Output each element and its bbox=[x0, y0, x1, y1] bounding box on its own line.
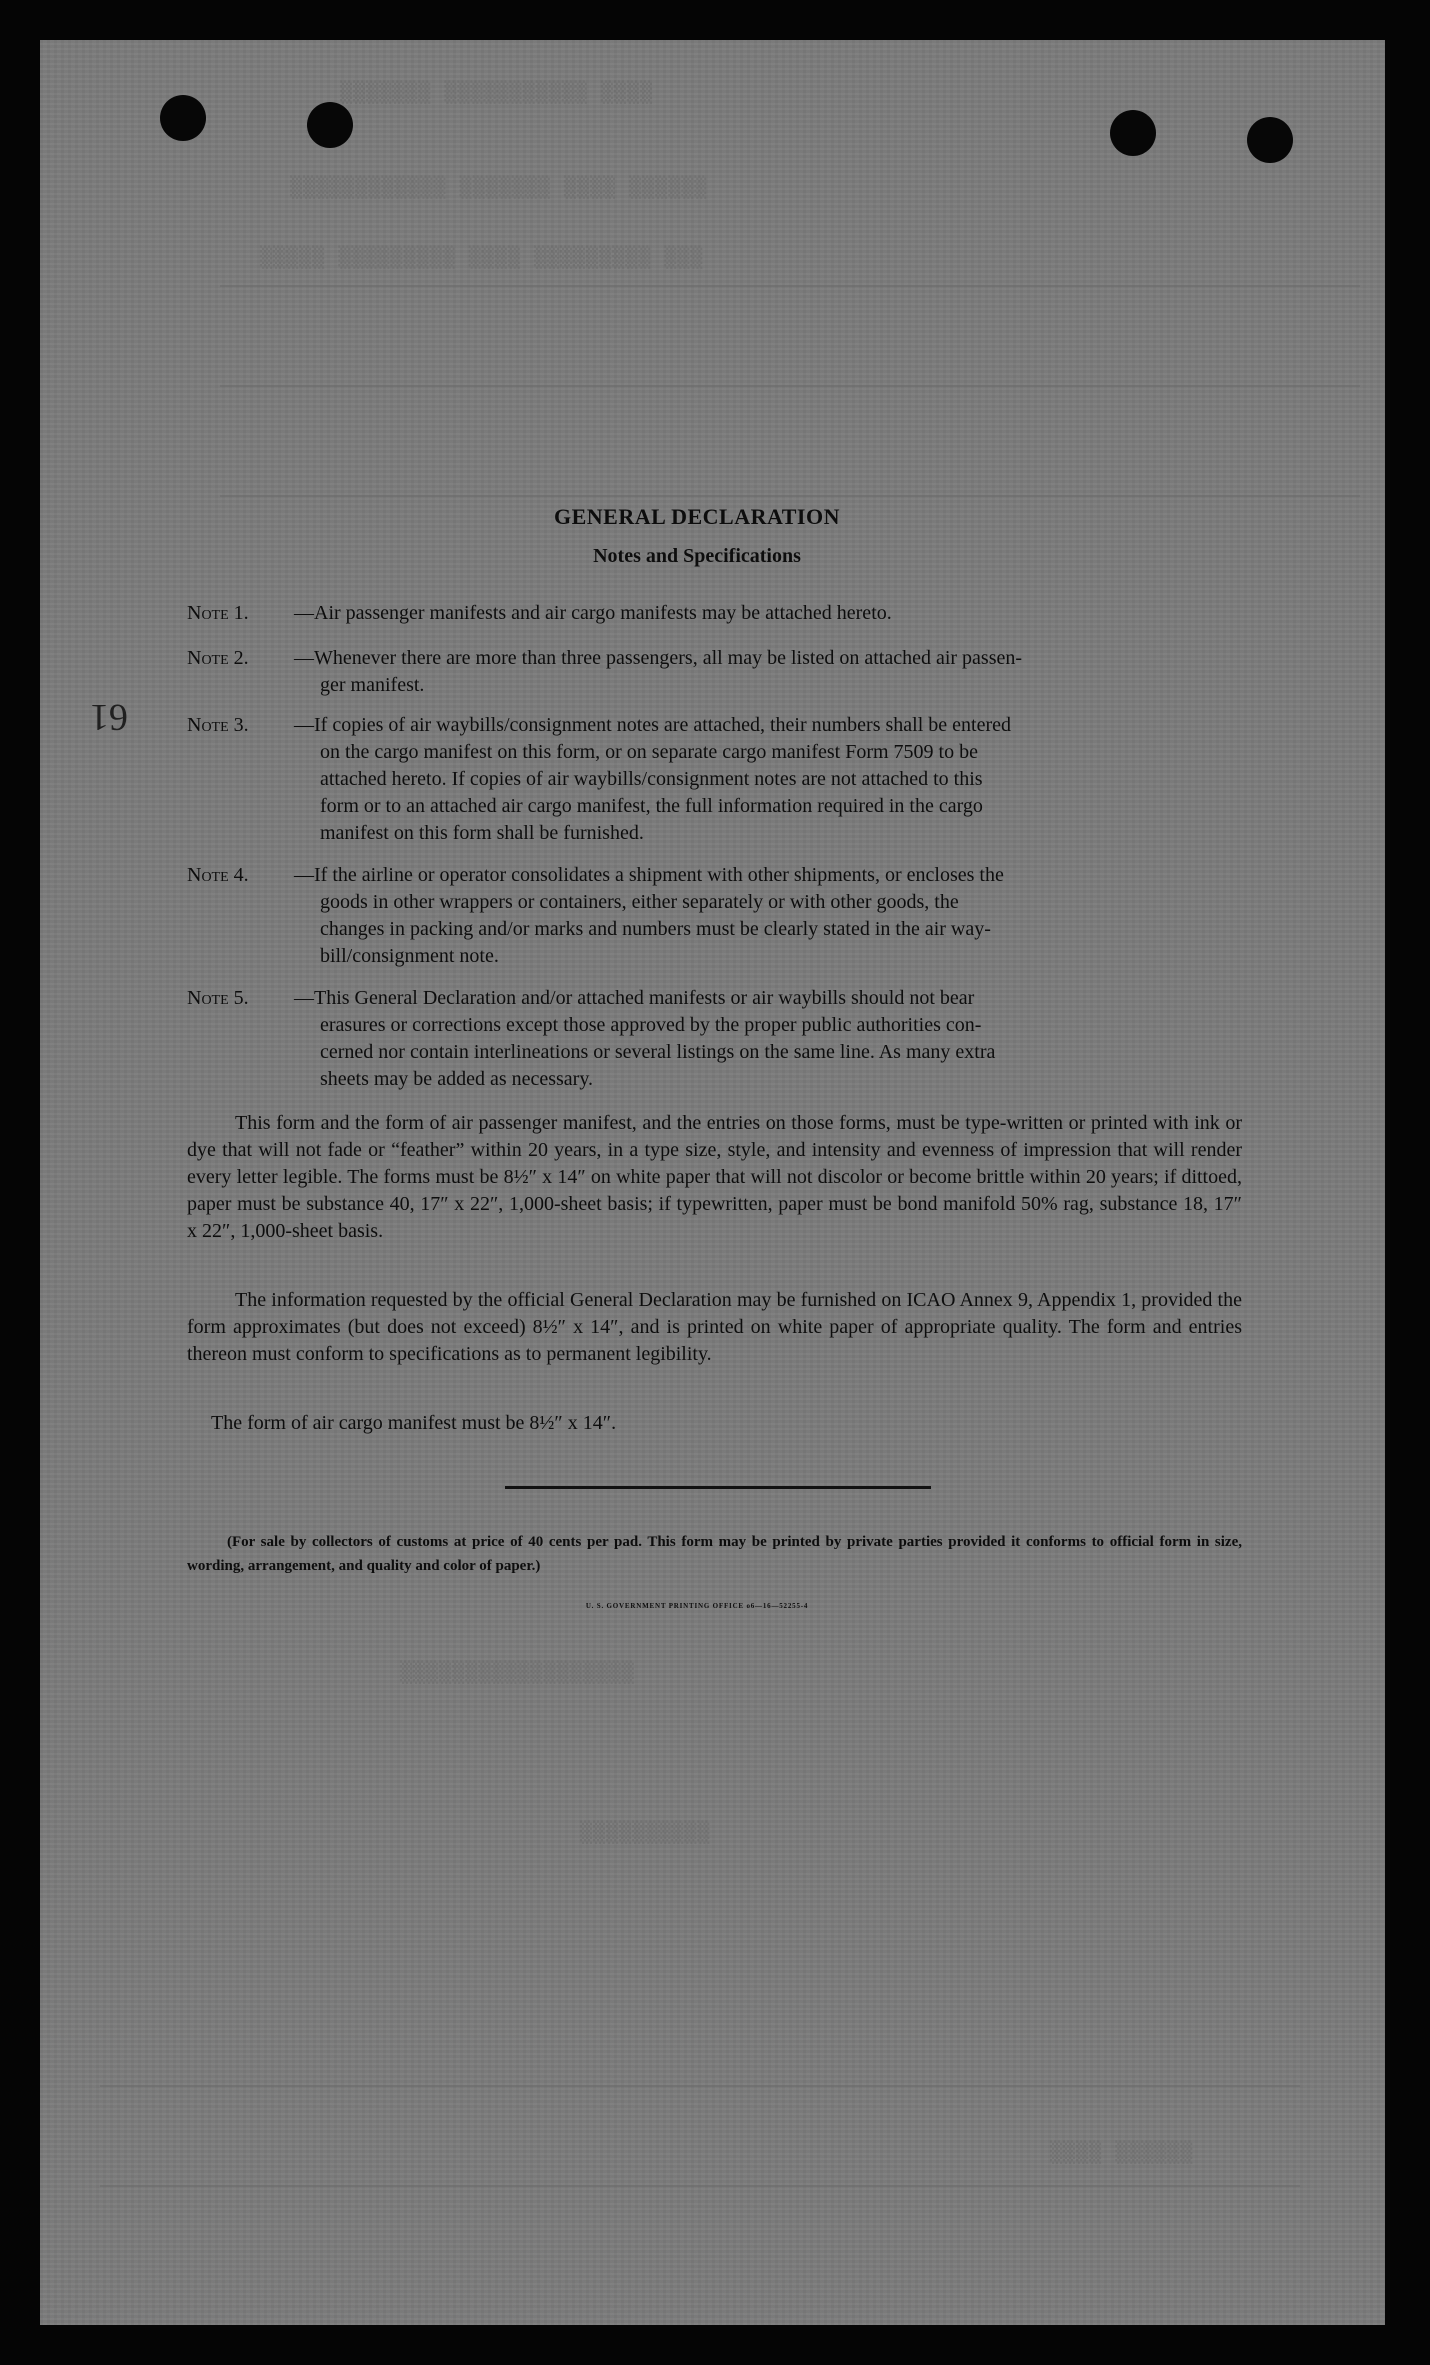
sale-note-text: (For sale by collectors of customs at price of 40 cents per pad. This form may be printed by private parties provided it conforms to official form in size, wording, arrangement, and quality and color of paper.) bbox=[187, 1534, 1242, 1574]
show-through-text: ▒▒▒▒ ▒▒▒▒▒▒ bbox=[1050, 2140, 1194, 2164]
note-label: Note 4. bbox=[187, 864, 249, 886]
show-through-text: ▒▒▒▒▒ ▒▒▒▒▒▒▒▒▒ ▒▒▒▒ ▒▒▒▒▒▒▒▒▒ ▒▒▒ bbox=[260, 245, 704, 269]
note-text: —If copies of air waybills/consignment notes are attached, their numbers shall be entered bbox=[294, 714, 1011, 736]
note-text: bill/consignment note. bbox=[320, 945, 499, 967]
show-through-line bbox=[100, 2085, 1300, 2087]
show-through-text: ▒▒▒▒▒▒▒▒▒▒▒▒ ▒▒▒▒▒▒▒ ▒▒▒▒ ▒▒▒▒▒▒ bbox=[290, 175, 708, 199]
punch-hole bbox=[1247, 117, 1293, 163]
note-label: Note 1. bbox=[187, 602, 249, 624]
note-text: —Whenever there are more than three passengers, all may be listed on attached air passen- bbox=[294, 647, 1023, 669]
note-text: —Air passenger manifests and air cargo manifests may be attached hereto. bbox=[294, 602, 892, 624]
show-through-text: ▒▒▒▒▒▒▒▒▒▒ bbox=[580, 1820, 711, 1844]
note-text: goods in other wrappers or containers, either separately or with other goods, the bbox=[320, 891, 959, 913]
sale-note bbox=[187, 1530, 1242, 1578]
paragraph-form-specifications bbox=[187, 1110, 1242, 1245]
show-through-line bbox=[100, 2185, 1300, 2187]
paragraph-cargo-manifest-size bbox=[187, 1410, 1242, 1437]
note-text: —This General Declaration and/or attached manifests or air waybills should not bear bbox=[294, 987, 975, 1009]
paragraph-text: The information requested by the official General Declaration may be furnished on ICAO Annex 9, Appendix 1, provided the form approximates (but does not exceed) 8½″ x 14″, and is printed on white paper of appropriate quality. The form and entries thereon must conform to specifications as to permanent legibility. bbox=[187, 1289, 1242, 1365]
note-text: —If the airline or operator consolidates a shipment with other shipments, or encloses the bbox=[294, 864, 1004, 886]
note-text: sheets may be added as necessary. bbox=[320, 1068, 594, 1090]
page-title: GENERAL DECLARATION bbox=[554, 504, 840, 529]
divider-rule bbox=[505, 1486, 931, 1489]
punch-hole bbox=[160, 95, 206, 141]
note-text: changes in packing and/or marks and numbers must be clearly stated in the air way- bbox=[320, 918, 991, 940]
margin-mark: 61 bbox=[90, 696, 128, 738]
note-text: form or to an attached air cargo manifest, the full information required in the cargo bbox=[320, 795, 983, 817]
note-text: on the cargo manifest on this form, or on separate cargo manifest Form 7509 to be bbox=[320, 741, 978, 763]
show-through-text: ▒▒▒▒▒▒▒ ▒▒▒▒▒▒▒▒▒▒▒ ▒▒▒▒ bbox=[340, 80, 653, 104]
punch-hole bbox=[307, 102, 353, 148]
note-label: Note 3. bbox=[187, 714, 249, 736]
show-through-line bbox=[220, 285, 1360, 287]
show-through-line bbox=[220, 495, 1360, 497]
paragraph-icao-annex bbox=[187, 1287, 1242, 1368]
note-text: manifest on this form shall be furnished. bbox=[320, 822, 644, 844]
paragraph-text: This form and the form of air passenger manifest, and the entries on those forms, must be type-written or printed with ink or dye that will not fade or “feather” within 20 years, in a type size, style, and intensity and evenness of impression that will render every letter legible. The forms must be 8½″ x 14″ on white paper that will not discolor or become brittle within 20 years; if dittoed, paper must be substance 40, 17″ x 22″, 1,000-sheet basis; if typewritten, paper must be bond manifold 50% rag, substance 18, 17″ x 22″, 1,000-sheet basis. bbox=[187, 1112, 1242, 1242]
punch-hole bbox=[1110, 110, 1156, 156]
note-text: ger manifest. bbox=[320, 674, 425, 696]
note-text: attached hereto. If copies of air waybills/consignment notes are not attached to this bbox=[320, 768, 983, 790]
paragraph-text: The form of air cargo manifest must be 8½″ x 14″. bbox=[211, 1412, 617, 1434]
show-through-line bbox=[220, 385, 1360, 387]
note-text: erasures or corrections except those approved by the proper public authorities con- bbox=[320, 1014, 982, 1036]
note-2 bbox=[187, 645, 1242, 699]
note-label: Note 2. bbox=[187, 647, 249, 669]
printer-line: U. S. GOVERNMENT PRINTING OFFICE o6—16—52255-4 bbox=[585, 1602, 809, 1610]
note-text: cerned nor contain interlineations or several listings on the same line. As many extra bbox=[320, 1041, 996, 1063]
note-4 bbox=[187, 862, 1242, 970]
show-through-text: ▒▒▒▒▒▒▒▒▒▒▒▒▒▒▒▒▒▒ bbox=[400, 1660, 635, 1684]
note-label: Note 5. bbox=[187, 987, 249, 1009]
page-subtitle: Notes and Specifications bbox=[593, 545, 801, 567]
note-3 bbox=[187, 712, 1242, 847]
note-5 bbox=[187, 985, 1242, 1093]
note-1 bbox=[187, 600, 1242, 627]
